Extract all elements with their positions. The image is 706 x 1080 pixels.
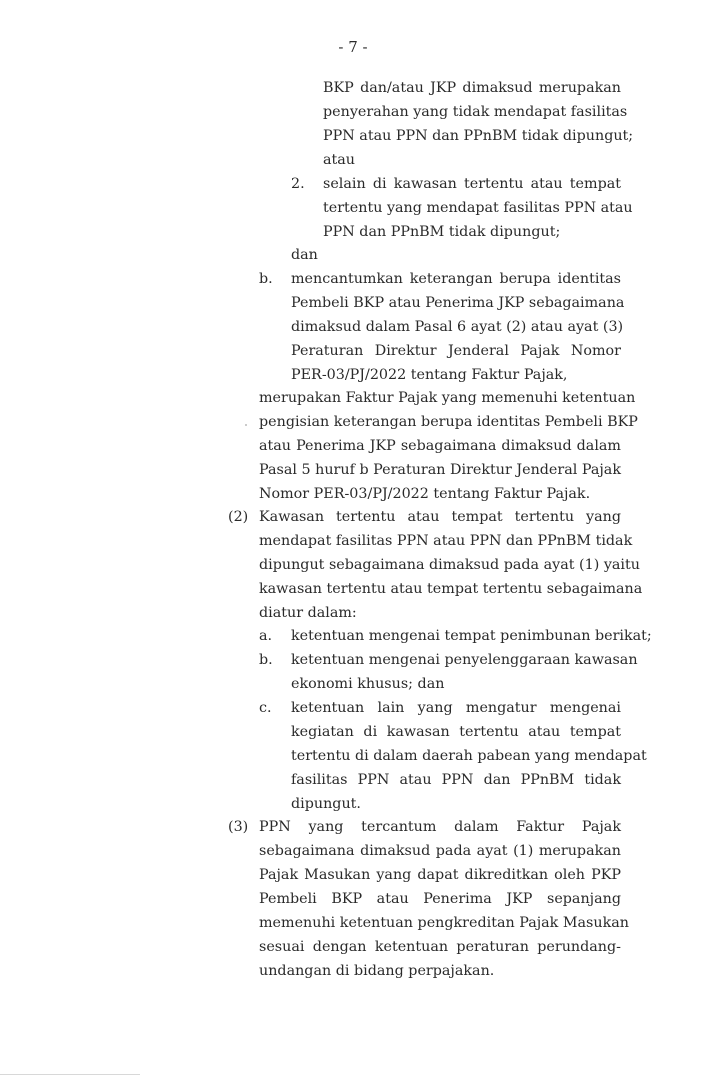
ayat-2-item-c-line: tertentu di dalam daerah pabean yang mendapat [291,748,647,764]
closing-line: merupakan Faktur Pajak yang memenuhi ketentuan [259,390,636,406]
ayat-2-line: dipungut sebagaimana dimaksud pada ayat (1) yaitu [259,557,640,573]
cont-line: BKP dan/atau JKP dimaksud merupakan [323,80,621,96]
item-2-line: selain di kawasan tertentu atau tempat [323,176,621,192]
ayat-3-line: sebagaimana dimaksud pada ayat (1) merupakan [259,843,621,859]
ayat-2-item-c-line: ketentuan lain yang mengatur mengenai [291,700,621,716]
ayat-2-item-b-label: b. [259,652,273,668]
ayat-2-item-b-line: ketentuan mengenai penyelenggaraan kawasan [291,652,638,668]
ayat-2-line: Kawasan tertentu atau tempat tertentu yang [259,509,621,525]
page-number: - 7 - [338,38,368,56]
scan-edge-rule [0,1074,140,1075]
closing-line: Nomor PER-03/PJ/2022 tentang Faktur Pajak. [259,486,591,502]
ayat-2-line: kawasan tertentu atau tempat tertentu sebagaimana [259,581,643,597]
item-2-line: tertentu yang mendapat fasilitas PPN atau [323,200,633,216]
item-b-line: Peraturan Direktur Jenderal Pajak Nomor [291,343,621,359]
item-b-line: mencantumkan keterangan berupa identitas [291,271,621,287]
ayat-2-item-c-label: c. [259,700,272,716]
ayat-3-line: sesuai dengan ketentuan peraturan perundang- [259,939,621,955]
ayat-3-label: (3) [228,819,249,835]
closing-line: Pasal 5 huruf b Peraturan Direktur Jenderal Pajak [259,462,621,478]
ayat-2-line: diatur dalam: [259,605,357,621]
ayat-2-item-c-line: kegiatan di kawasan tertentu atau tempat [291,724,621,740]
ayat-3-line: memenuhi ketentuan pengkreditan Pajak Masukan [259,915,629,931]
ayat-2-item-c-line: dipungut. [291,796,361,812]
ayat-2-label: (2) [228,509,249,525]
scan-artifact [245,424,247,426]
item-b-label: b. [259,271,273,287]
ayat-3-line: PPN yang tercantum dalam Faktur Pajak [259,819,621,835]
ayat-2-item-a-label: a. [259,628,273,644]
ayat-3-line: Pajak Masukan yang dapat dikreditkan oleh PKP [259,867,621,883]
cont-line: penyerahan yang tidak mendapat fasilitas [323,104,628,120]
ayat-2-line: mendapat fasilitas PPN atau PPN dan PPnBM tidak [259,533,633,549]
dan-connector: dan [291,247,318,263]
item-2-label: 2. [291,176,305,192]
item-b-line: dimaksud dalam Pasal 6 ayat (2) atau ayat (3) [291,319,624,335]
ayat-3-line: undangan di bidang perpajakan. [259,963,495,979]
ayat-2-item-a-line: ketentuan mengenai tempat penimbunan berikat; [291,628,652,644]
ayat-3-line: Pembeli BKP atau Penerima JKP sepanjang [259,891,621,907]
item-2-line: PPN dan PPnBM tidak dipungut; [323,224,561,240]
cont-line: PPN atau PPN dan PPnBM tidak dipungut; [323,128,634,144]
cont-line: atau [323,152,356,168]
closing-line: atau Penerima JKP sebagaimana dimaksud dalam [259,438,621,454]
item-b-line: PER-03/PJ/2022 tentang Faktur Pajak, [291,367,568,383]
ayat-2-item-c-line: fasilitas PPN atau PPN dan PPnBM tidak [291,772,621,788]
closing-line: pengisian keterangan berupa identitas Pembeli BKP [259,414,638,430]
ayat-2-item-b-line: ekonomi khusus; dan [291,676,445,692]
item-b-line: Pembeli BKP atau Penerima JKP sebagaimana [291,295,625,311]
